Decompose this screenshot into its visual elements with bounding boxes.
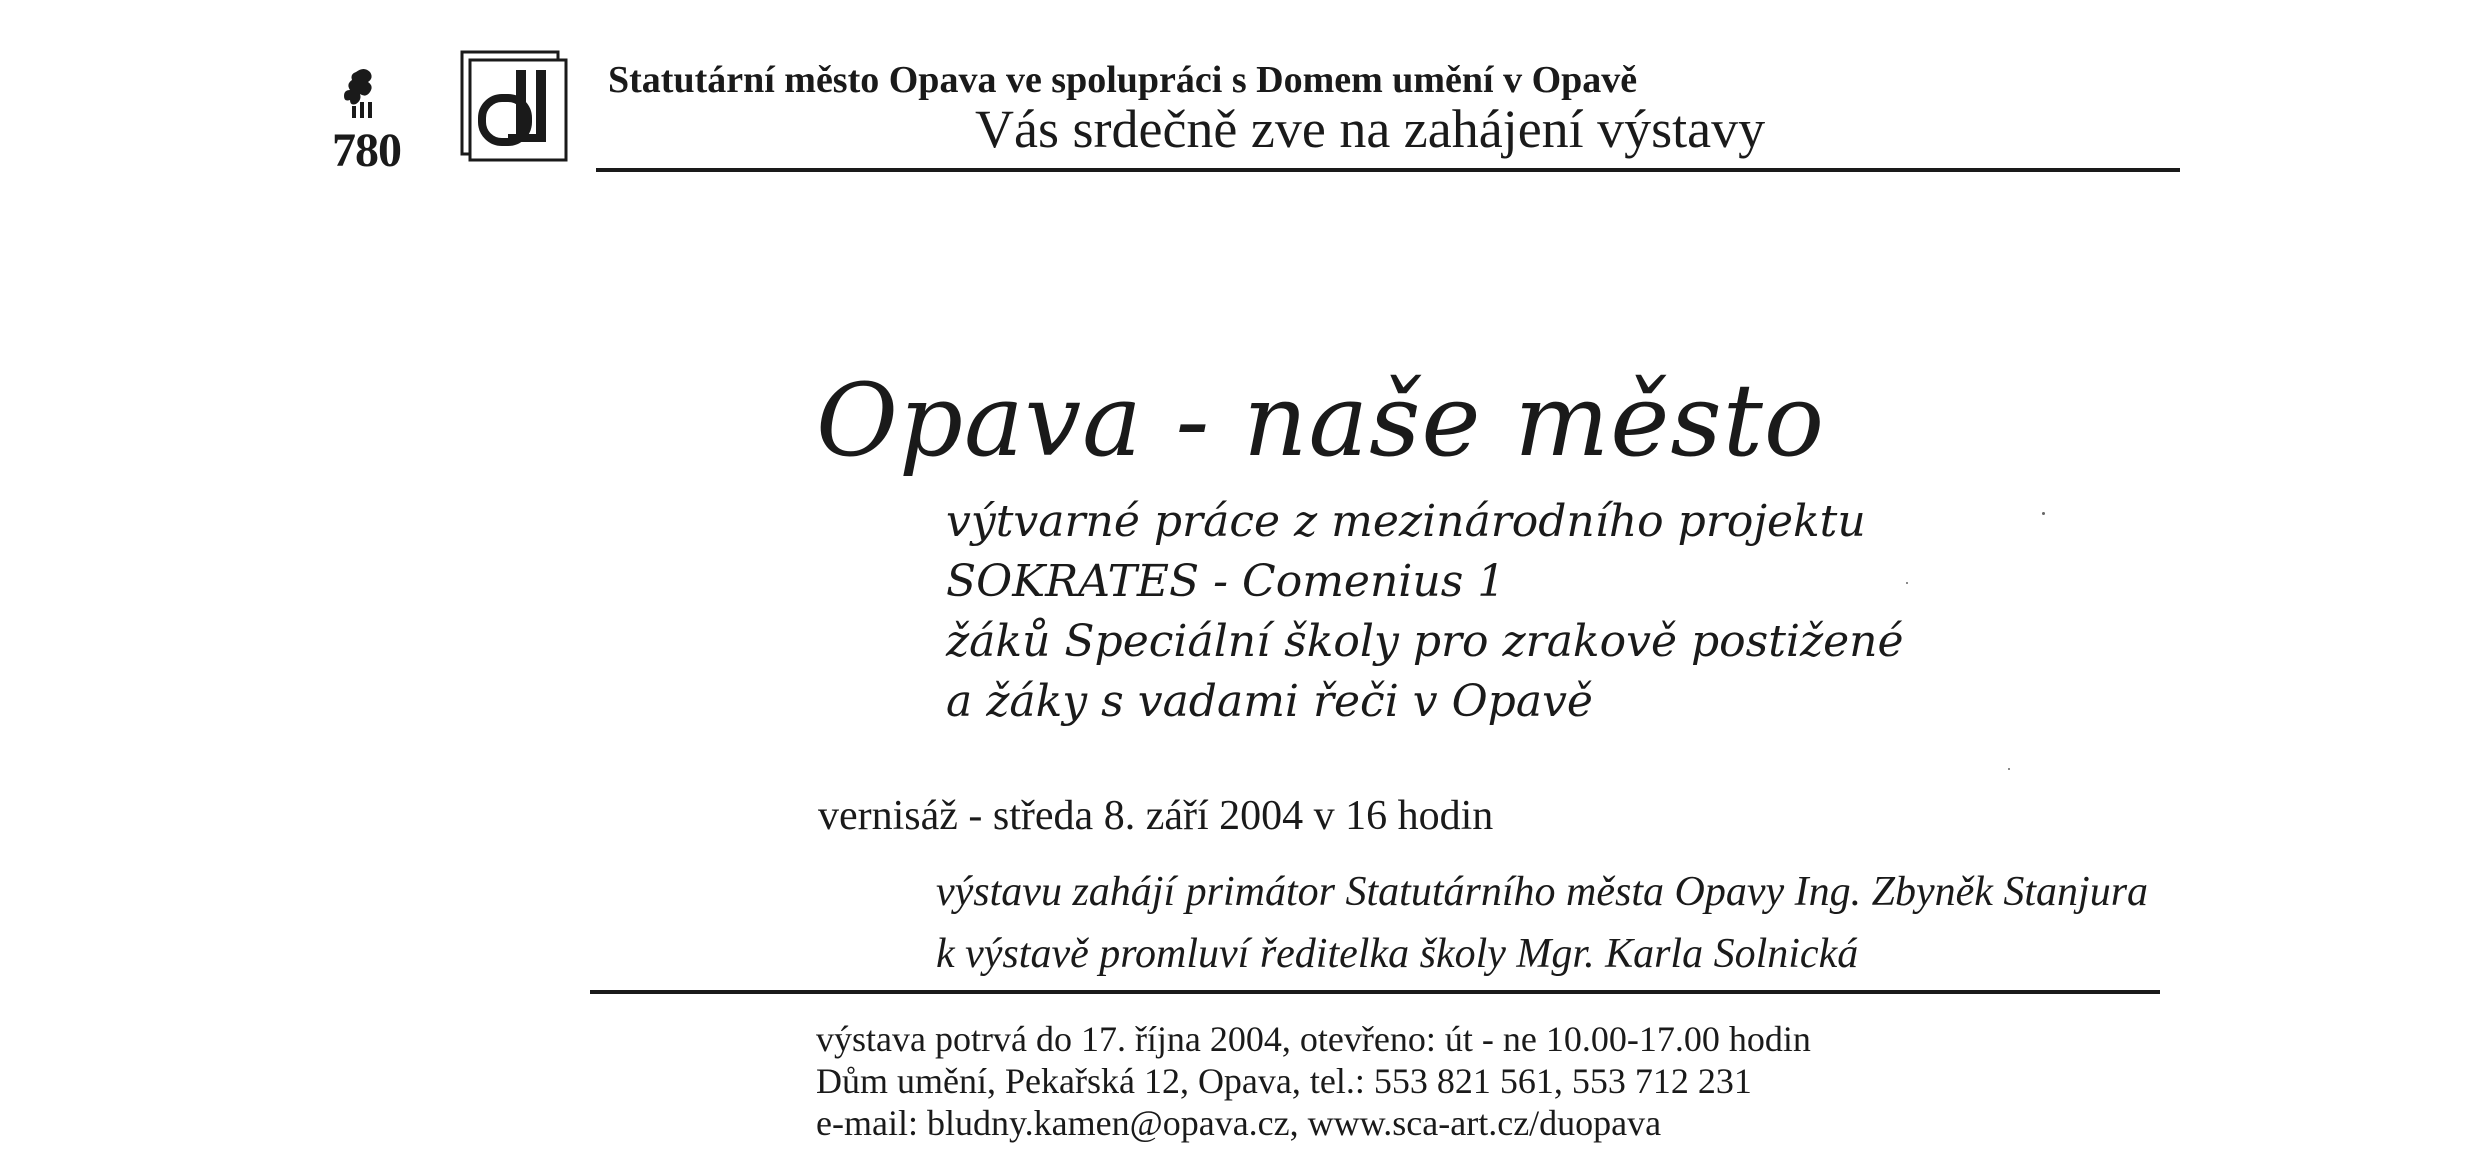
vernissage-date: vernisáž - středa 8. září 2004 v 16 hodin xyxy=(818,793,1494,839)
address-contact: Dům umění, Pekařská 12, Opava, tel.: 553 821 561, 553 712 231 xyxy=(816,1061,1752,1101)
speaker-line: k výstavě promluví ředitelka školy Mgr. Karla Solnická xyxy=(936,931,1859,977)
organizer-line: Statutární město Opava ve spolupráci s Domem umění v Opavě xyxy=(608,59,1638,101)
subtitle-line: SOKRATES - Comenius 1 xyxy=(946,556,1506,607)
subtitle-line: a žáky s vadami řeči v Opavě xyxy=(946,676,1593,727)
subtitle-line: žáků Speciální školy pro zrakově postižené xyxy=(946,616,1904,667)
exhibition-title: Opava - naše město xyxy=(816,362,1826,479)
opening-hours: výstava potrvá do 17. října 2004, otevřeno: út - ne 10.00-17.00 hodin xyxy=(816,1019,1811,1059)
email-web: e-mail: bludny.kamen@opava.cz, www.sca-art.cz/duopava xyxy=(816,1103,1662,1143)
scan-speck xyxy=(2008,768,2010,770)
speaker-line: výstavu zahájí primátor Statutárního města Opavy Ing. Zbyněk Stanjura xyxy=(936,869,2149,915)
header-divider xyxy=(596,168,2180,172)
dum-umeni-logo xyxy=(458,48,568,162)
lion-emblem-icon xyxy=(312,50,432,130)
logo-number: 780 xyxy=(332,124,401,177)
logo-780-years-opava xyxy=(312,50,432,180)
subtitle-line: výtvarné práce z mezinárodního projektu xyxy=(946,496,1866,547)
scan-speck xyxy=(1906,582,1908,584)
invitation-line: Vás srdečně zve na zahájení výstavy xyxy=(975,99,1766,159)
footer-divider xyxy=(590,990,2160,994)
scan-speck xyxy=(2042,512,2045,515)
